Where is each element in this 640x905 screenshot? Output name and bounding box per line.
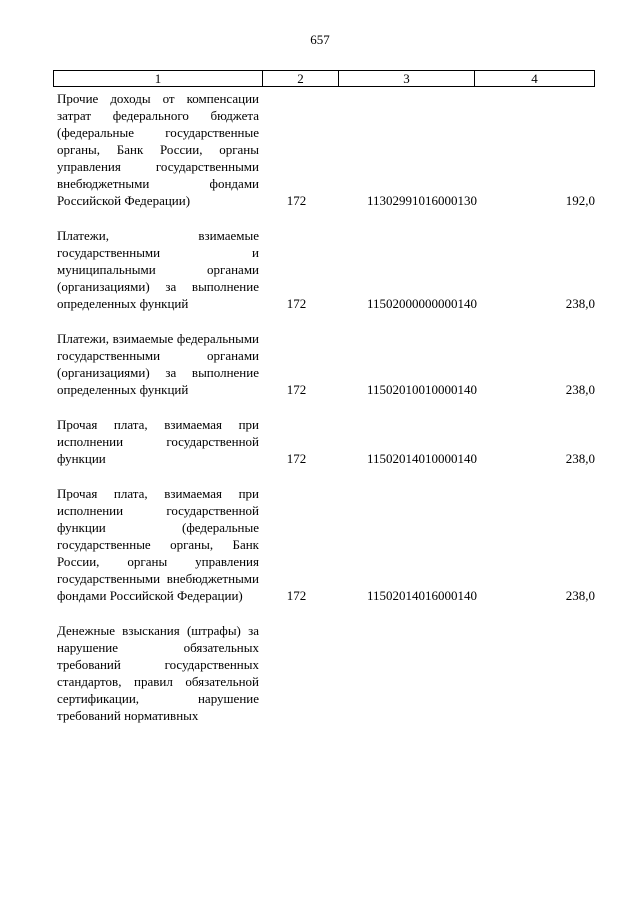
row-value: 238,0 bbox=[565, 451, 595, 466]
header-col-4: 4 bbox=[531, 71, 538, 86]
row-budget-code: 11502014016000140 bbox=[366, 588, 478, 603]
table-body bbox=[57, 90, 595, 742]
row-name: Платежи, взимаемые государственными и муниципальными органами (организациями) за выполнение определенных функций bbox=[57, 228, 259, 311]
row-name: Платежи, взимаемые федеральными государственными органами (организациями) за выполнение определенных функций bbox=[57, 331, 259, 397]
row-name: Денежные взыскания (штрафы) за нарушение обязательных требований государственных стандартов, правил обязательной сертификации, нарушение требований нормативных bbox=[57, 623, 259, 723]
row-value: 192,0 bbox=[565, 193, 595, 208]
row-admin-code: 172 bbox=[286, 588, 307, 603]
row-budget-code: 11302991016000130 bbox=[366, 193, 478, 208]
row-admin-code: 172 bbox=[286, 296, 307, 311]
row-admin-code: 172 bbox=[286, 382, 307, 397]
table-row bbox=[57, 485, 595, 604]
row-budget-code: 11502000000000140 bbox=[366, 296, 478, 311]
table-row bbox=[57, 330, 595, 398]
row-budget-code: 11502014010000140 bbox=[366, 451, 478, 466]
row-name: Прочая плата, взимаемая при исполнении государственной функции (федеральные государственные органы, Банк России, органы управления государственными внебюджетными фондами Российской Федерации) bbox=[57, 486, 259, 603]
row-name: Прочая плата, взимаемая при исполнении государственной функции bbox=[57, 417, 259, 466]
row-value: 238,0 bbox=[565, 588, 595, 603]
row-budget-code: 11502010010000140 bbox=[366, 382, 478, 397]
row-admin-code: 172 bbox=[286, 193, 307, 208]
row-value: 238,0 bbox=[565, 382, 595, 397]
row-value: 238,0 bbox=[565, 296, 595, 311]
table-row bbox=[57, 622, 595, 724]
table-row bbox=[57, 416, 595, 467]
table-row bbox=[57, 90, 595, 209]
row-admin-code: 172 bbox=[286, 451, 307, 466]
header-col-1: 1 bbox=[54, 71, 263, 86]
table-row bbox=[57, 227, 595, 312]
page-number: 657 bbox=[310, 32, 330, 47]
header-col-3: 3 bbox=[339, 71, 475, 86]
header-col-2: 2 bbox=[263, 71, 339, 86]
table-header bbox=[53, 70, 595, 87]
row-name: Прочие доходы от компенсации затрат федерального бюджета (федеральные государственные органы, Банк России, органы управления государственными внебюджетными фондами Российской Федерации) bbox=[57, 91, 259, 208]
